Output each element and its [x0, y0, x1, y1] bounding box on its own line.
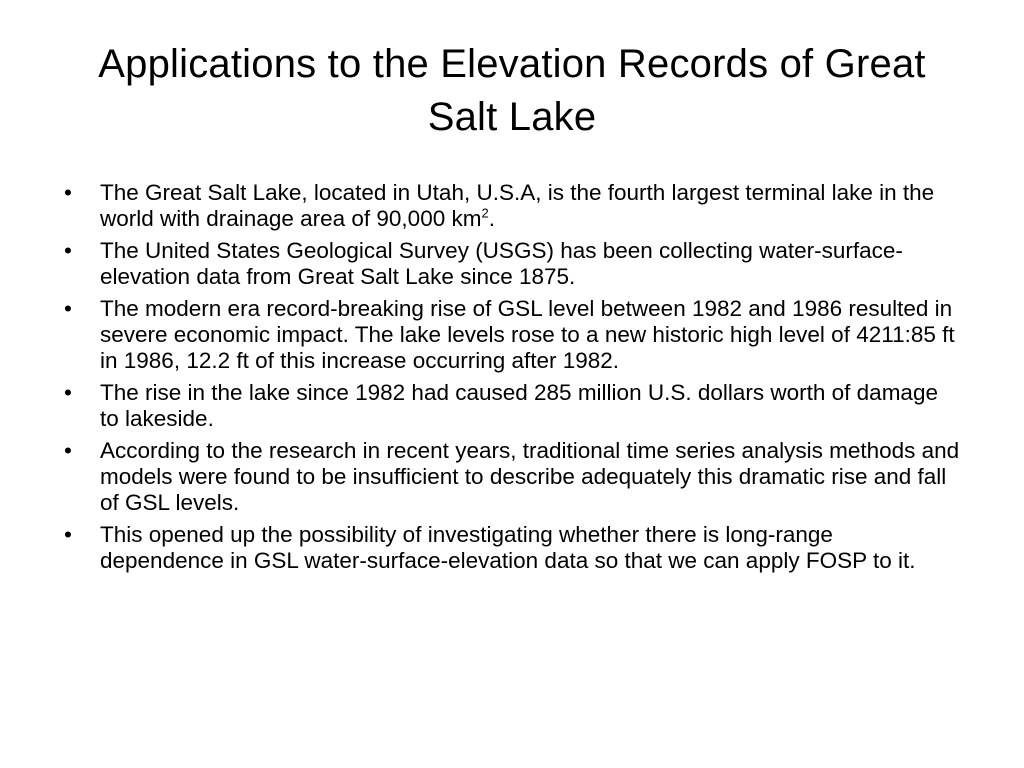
bullet-list: [62, 180, 962, 580]
bullet-text-tail: .: [488, 206, 495, 232]
bullet-icon: •: [64, 521, 72, 547]
bullet-icon: •: [64, 180, 72, 205]
bullet-text: The United States Geological Survey (USGS) has been collecting water-surface-elevation data from Great Salt Lake since 1875.: [100, 237, 903, 290]
bullet-item: [62, 380, 962, 433]
bullet-icon: •: [64, 237, 72, 263]
bullet-text: The rise in the lake since 1982 had caused 285 million U.S. dollars worth of damage to lakeside.: [100, 379, 938, 432]
bullet-item: [62, 438, 962, 517]
bullet-item: [62, 238, 962, 291]
bullet-text: The Great Salt Lake, located in Utah, U.S.A, is the fourth largest terminal lake in the world with drainage area of 90,000 km: [100, 180, 935, 232]
bullet-text: According to the research in recent years, traditional time series analysis methods and models were found to be insufficient to describe adequately this dramatic rise and fall of GSL levels.: [100, 437, 960, 516]
bullet-icon: •: [64, 295, 72, 321]
bullet-item: [62, 180, 962, 233]
superscript: 2: [481, 205, 489, 221]
slide-title: Applications to the Elevation Records of Great Salt Lake: [98, 42, 926, 139]
bullet-item: [62, 522, 962, 575]
bullet-icon: •: [64, 437, 72, 463]
bullet-text: This opened up the possibility of investigating whether there is long-range dependence in GSL water-surface-elevation data so that we can apply FOSP to it.: [100, 521, 916, 574]
bullet-icon: •: [64, 379, 72, 405]
bullet-item: [62, 296, 962, 375]
bullet-text: The modern era record-breaking rise of GSL level between 1982 and 1986 resulted in severe economic impact. The lake levels rose to a new historic high level of 4211:85 ft in 1986, 12.2 ft of this increase occurring after 1982.: [100, 295, 955, 374]
